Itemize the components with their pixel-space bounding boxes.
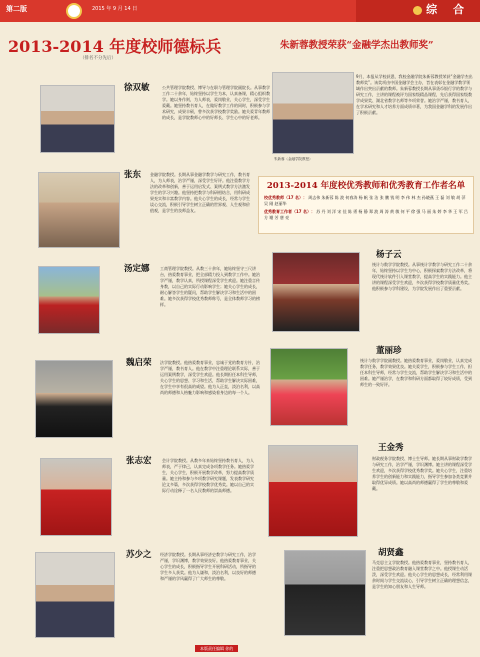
honor-group — [264, 195, 468, 207]
school-logo-icon — [66, 3, 82, 19]
person-name: 魏启荣 — [126, 358, 152, 368]
person-photo — [38, 266, 100, 334]
person-name: 董丽珍 — [376, 346, 402, 356]
section-dot-icon — [413, 6, 422, 15]
person-name: 杨子云 — [376, 250, 402, 260]
person-photo — [40, 85, 115, 153]
person-photo — [270, 348, 348, 426]
person-name: 汤定娜 — [124, 264, 150, 274]
page-number: 第二版 — [6, 5, 27, 13]
person-name: 张东 — [124, 170, 142, 180]
person-name: 苏少之 — [126, 550, 152, 560]
honor-list-title: 2013-2014 年度校优秀教师和优秀教育工作者名单 — [266, 181, 466, 191]
person-bio: 金融学院教授。长期从事金融学教学与研究工作，教书育人，为人师表，治学严谨，深受学生好评。他注重教学方法的改革和创新，善于运用启发式、案例式教学方法激发学生的学习兴趣。他坚持把教学与科研相结合，用科研成果充实和丰富教学内容。他关心学生的成长，经常与学生谈心交流，积极引导学生树立正确的世界观、人生观和价值观，是学生的良师益友。 — [150, 172, 250, 213]
person-photo — [35, 360, 113, 438]
honor-list-box — [258, 176, 474, 234]
person-bio: 统计与数学学院副教授。她热爱教育事业，爱岗敬业，认真完成教学任务，教学效果优良。她关爱学生，积极参与学生工作，担任本科生导师，经常与学生交流，帮助学生解决学习和生活中的困难。她严谨治学，在教学和科研方面都取得了较好成绩，受到师生的一致好评。 — [360, 358, 472, 387]
person-bio: 工商管理学院教授。从教三十余年，她始终坚守三尺讲台，热爱教育事业，把全部精力投入到教学工作中。她治学严谨，教学认真，所授课程深受学生欢迎。她注重言传身教，以自己的实际行动影响学生；她关心学生的成长，耐心解答学生的疑问，帮助学生解决学习和生活中的困难。她多次获得学校优秀教师称号，是全体教师学习的榜样。 — [160, 266, 260, 307]
honor-group-label: 校优秀教师（17 名）： — [264, 195, 307, 201]
person-bio: 经济学院教授。长期从事经济史教学与研究工作，治学严谨，学识渊博，教学效果良好。他热爱教育事业，关心学生的成长，积极指导学生开展科研活动，所指导的学生多人获奖。他为人谦和，淡泊名利，以良好的师德和严谨的学风赢得了广大师生的尊敬。 — [160, 552, 256, 581]
issue-date: 2015 年 9 月 14 日 — [92, 6, 138, 12]
honor-group — [264, 209, 468, 221]
honor-group-label: 优秀教育工作者（17 名）： — [264, 209, 315, 215]
person-bio: 公共管理学院教授、博导与在职与管理学院副院长。从事教学工作二十余年，始终坚持以学生为本，认真备课，精心组织教学。她以身作则，为人师表，爱岗敬业，关心学生，深受学生爱戴。她坚持教书育人，在做好教学工作的同时，积极参与学术研究，成果丰硕，曾多次获学校教学奖励。她关爱青年教师的成长，是学院教师心中的好师长、学生心中的好老师。 — [162, 85, 270, 120]
person-name: 王金秀 — [378, 443, 404, 453]
section-label: 综 合 — [356, 0, 480, 22]
person-name: 徐双敏 — [124, 83, 150, 93]
person-photo — [268, 445, 358, 537]
person-bio: 马克思主义学院教授。他热爱教育事业，坚持教书育人，注重把思想政治教育融入课堂教学之中。他授课生动活泼，深受学生欢迎。他关心学生的思想成长，经常利用课余时间与学生交流谈心，引导学生树立正确的理想信念，是学生的知心朋友和人生导师。 — [372, 560, 472, 589]
person-photo — [284, 550, 366, 636]
page-footer: 本版责任编辑 你的 — [195, 645, 238, 652]
feature-photo — [272, 72, 354, 154]
article-title: 2013-2014 年度校师德标兵 — [8, 37, 222, 56]
top-bar — [0, 0, 480, 22]
person-bio-cont — [124, 103, 274, 151]
person-bio: 财政税务学院教授、博士生导师。她长期从事财政学教学与研究工作，治学严谨，学识渊博。她主讲的课程深受学生欢迎，多次获得学校优秀教学奖。她关心学生，注重培养学生的创新能力和实践能力，指导学生参加各类竞赛并取得优异成绩。她以高尚的师德赢得了学生的尊敬和爱戴。 — [372, 456, 472, 491]
person-photo — [40, 458, 112, 536]
person-photo — [272, 252, 360, 332]
person-photo — [38, 172, 120, 248]
feature-caption: 朱新蓉（金融学院教授） — [274, 157, 313, 161]
person-bio: 会计学院教授。从教多年来始终坚持教书育人，为人师表，严于律己，认真完成各项教学任务。她热爱学生，关心学生，积极开展教学改革，努力提高教学质量。她主持和参与多项教学研究课题，发表教学研究论文多篇，多次获得学校教学优秀奖。她以自己的实际行动诠释了一名人民教师的崇高师德。 — [162, 458, 254, 493]
person-name: 张志宏 — [126, 456, 152, 466]
person-bio: 法学院教授。他热爱教育事业，忠诚于党的教育方针，治学严谨，教书育人。他在教学中注重理论联系实际，善于运用案例教学，深受学生欢迎。他长期担任本科生导师，关心学生的思想、学习和生活，帮助学生解决实际困难，在学生中享有很高的威望。他为人正直，淡泊名利，以高尚的师德和人格魅力影响和感染着身边的每一个人。 — [160, 360, 260, 395]
honor-group-names: 周志伟 朱新蓉 陈 波 何春涛 杨 帆 张 洁 张 鹏 钱 明 李 伟 林 杰 孙晓燕 王 磊 刘 敏 胡 萍 吴 刚 赵丽华 — [264, 195, 466, 207]
honor-group-names: 苏 丹 刘 洋 宋 佳 陈 勇 杨 静 郑 波 周 涛 黄 敏 何 平 徐 强 马 丽 朱 婷 李 华 王 军 吕 方 谢 芳 唐 亮 — [264, 209, 468, 221]
person-photo — [35, 552, 115, 638]
feature-text: 9月，本报从学校获悉，我校金融学院朱新蓉教授荣获“金融学杰出教师奖”。该奖项由中国金融学会主办，旨在表彰在金融学教学领域作出突出贡献的教师。朱新蓉教授长期从事货币银行学的教学与研究工作，主讲的课程被评为国家级精品课程，先后获得国家级教学成果奖、湖北省教学名师等多项荣誉。她治学严谨，教书育人，在学术研究和人才培养方面成绩卓著，为我国金融学科的发展作出了积极贡献。 — [356, 74, 473, 115]
feature-title: 朱新蓉教授荣获“金融学杰出教师奖” — [280, 40, 434, 51]
person-bio: 统计与数学学院教授。从事统计学教学与研究工作二十余年，始终坚持以学生为中心，积极探索教学方法改革，将现代统计软件引入课堂教学，提高学生的实践能力。他主讲的课程深受学生欢迎，多次获得学校教学质量优秀奖。他积极参与学科建设，为学院发展作出了重要贡献。 — [372, 262, 472, 291]
person-name: 胡贤鑫 — [378, 548, 404, 558]
article-subtitle: （排名不分先后） — [80, 56, 116, 61]
